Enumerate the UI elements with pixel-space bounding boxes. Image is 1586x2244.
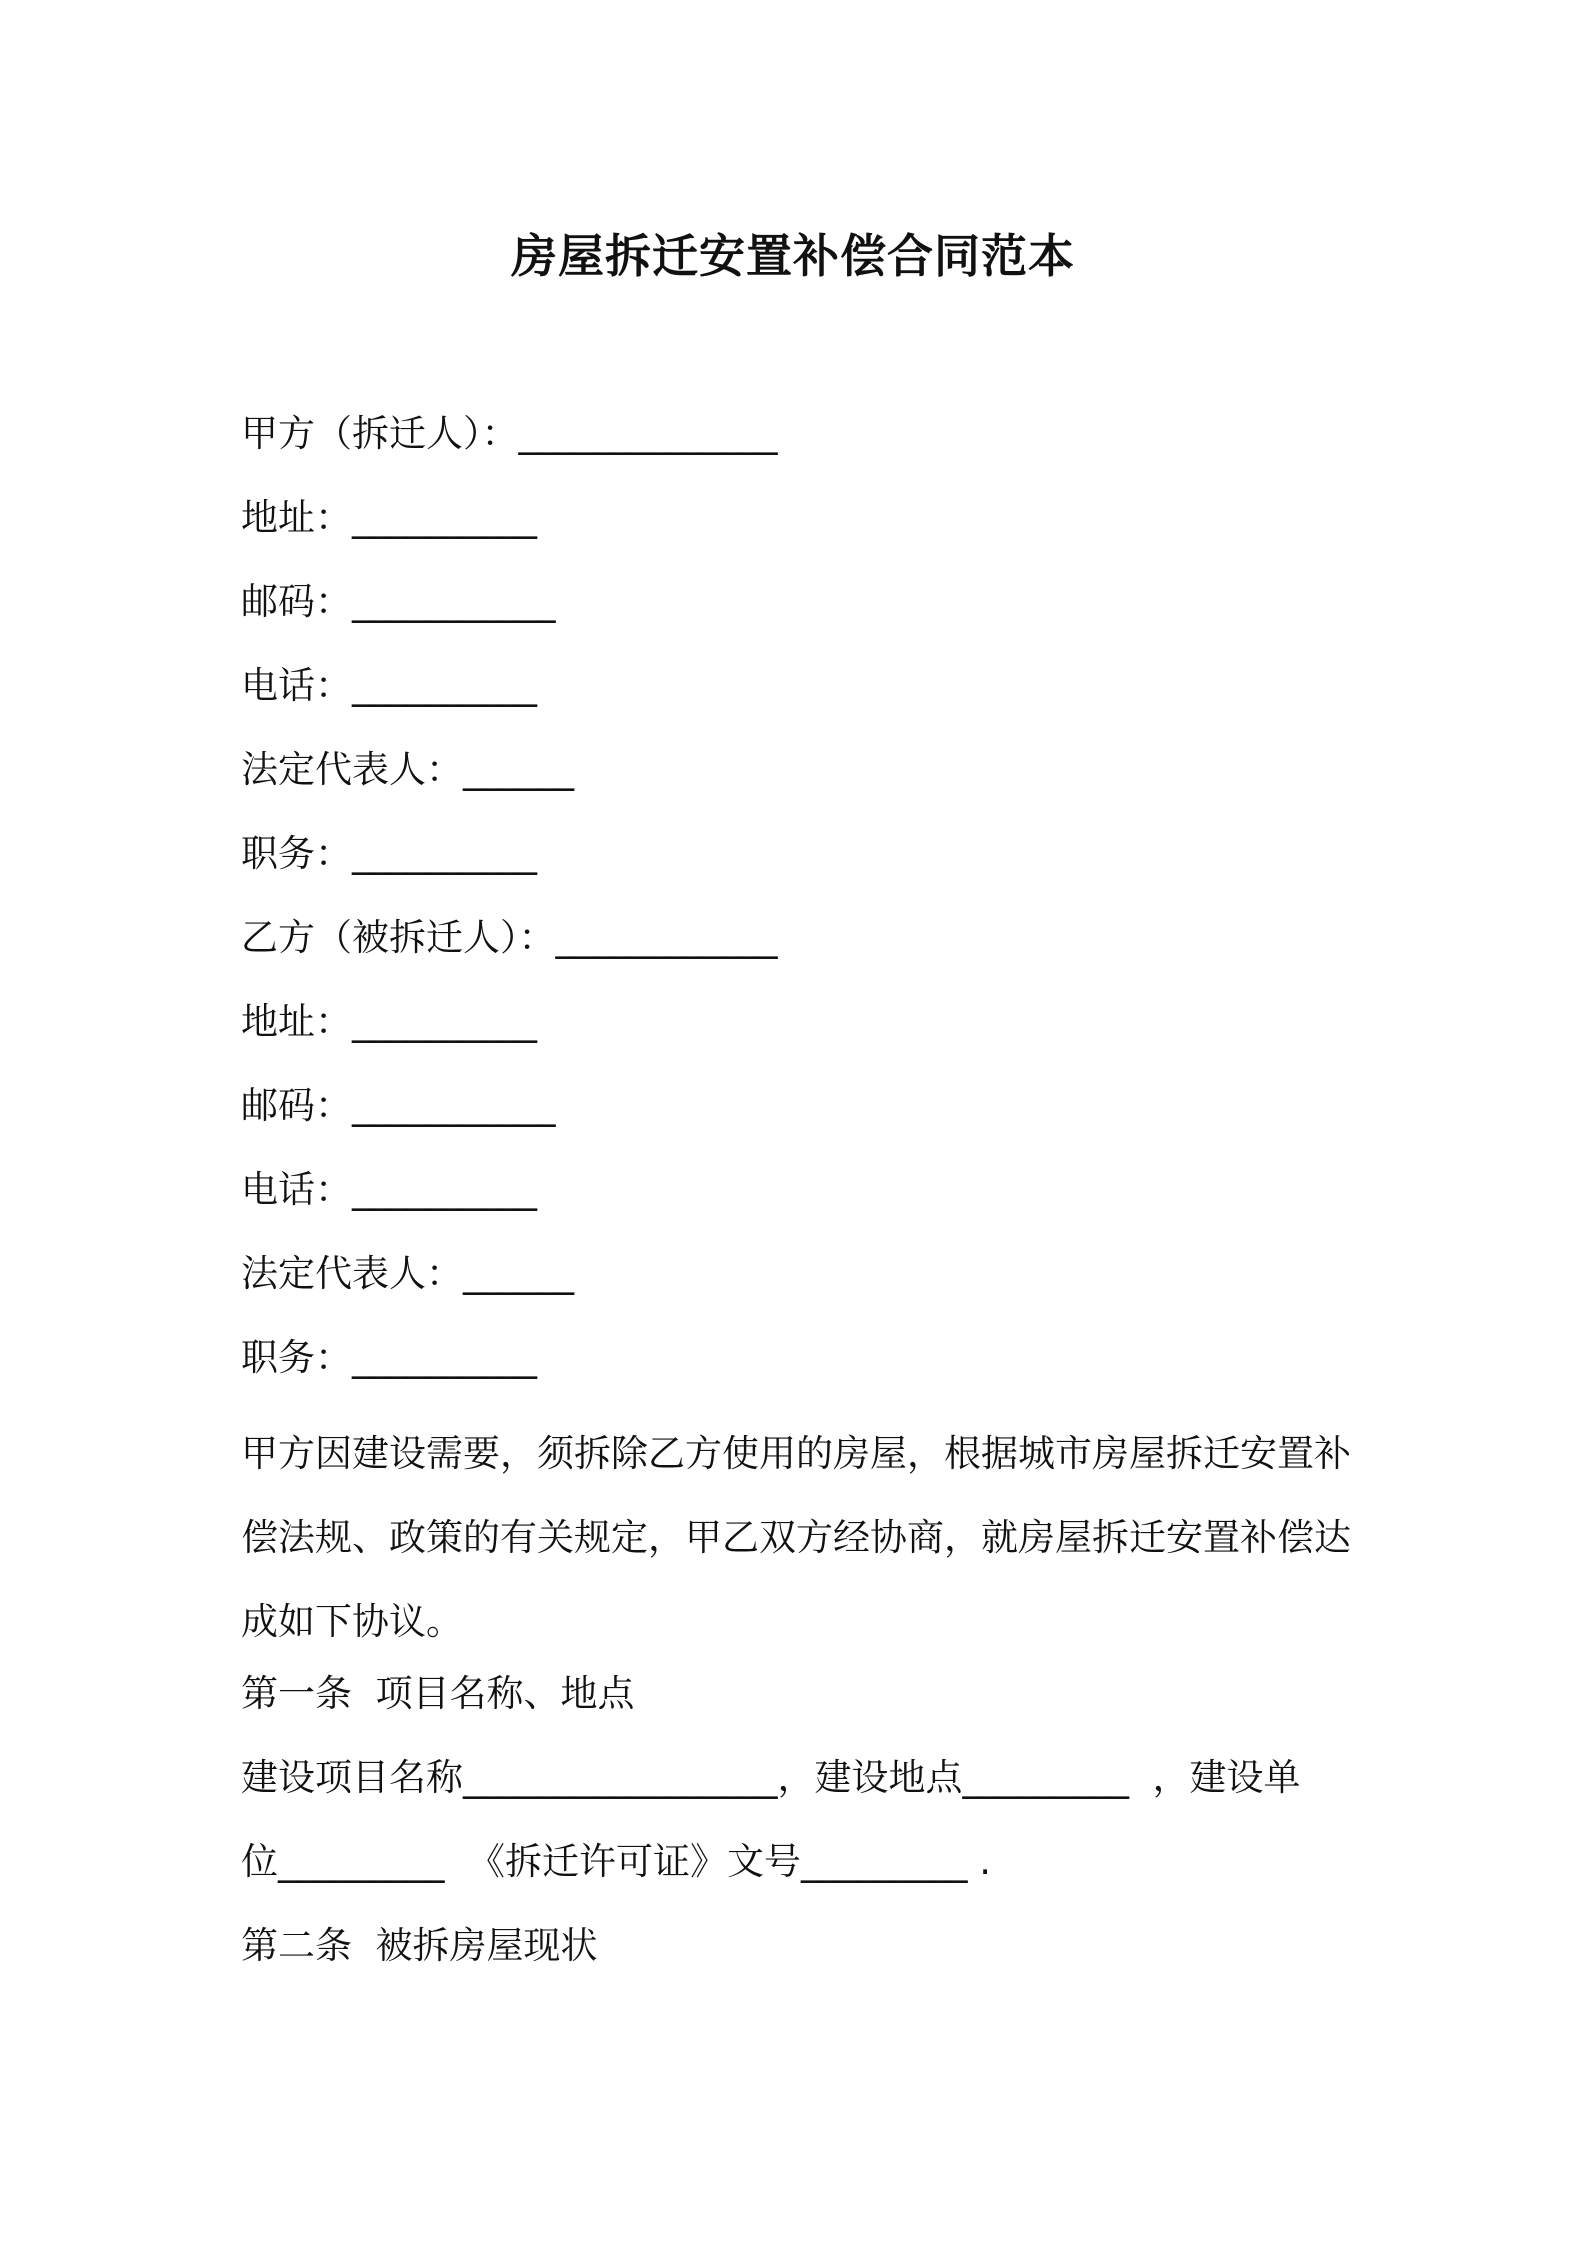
- party-a-position-line: 职务：__________: [241, 832, 537, 875]
- party-a-name-line: 甲方（拆迁人）：______________: [241, 412, 778, 455]
- article-1-body-line-1: 建设项目名称_________________，建设地点_________ ，建设单: [241, 1756, 1301, 1799]
- party-b-postcode-line: 邮码：___________: [241, 1084, 556, 1127]
- party-a-postcode-line: 邮码：___________: [241, 580, 556, 623]
- article-1-body-line-2: 位_________ 《拆迁许可证》文号_________ .: [241, 1840, 992, 1883]
- intro-paragraph: 甲方因建设需要，须拆除乙方使用的房屋，根据城市房屋拆迁安置补偿法规、政策的有关规定，甲乙双方经协商，就房屋拆迁安置补偿达成如下协议。: [241, 1432, 1351, 1643]
- party-a-legal-rep-line: 法定代表人：______: [241, 748, 574, 791]
- party-b-address-line: 地址：__________: [241, 1000, 537, 1043]
- party-b-legal-rep-line: 法定代表人：______: [241, 1252, 574, 1295]
- party-a-address-line: 地址：__________: [241, 496, 537, 539]
- party-a-phone-line: 电话：__________: [241, 664, 537, 707]
- article-2-heading: 第二条 被拆房屋现状: [241, 1924, 598, 1967]
- article-1-heading: 第一条 项目名称、地点: [241, 1672, 635, 1715]
- document-body: [241, 404, 1361, 2000]
- party-b-position-line: 职务：__________: [241, 1336, 537, 1379]
- document-title: 房屋拆迁安置补偿合同范本: [511, 229, 1075, 283]
- party-b-name-line: 乙方（被拆迁人）：____________: [241, 916, 778, 959]
- party-b-phone-line: 电话：__________: [241, 1168, 537, 1211]
